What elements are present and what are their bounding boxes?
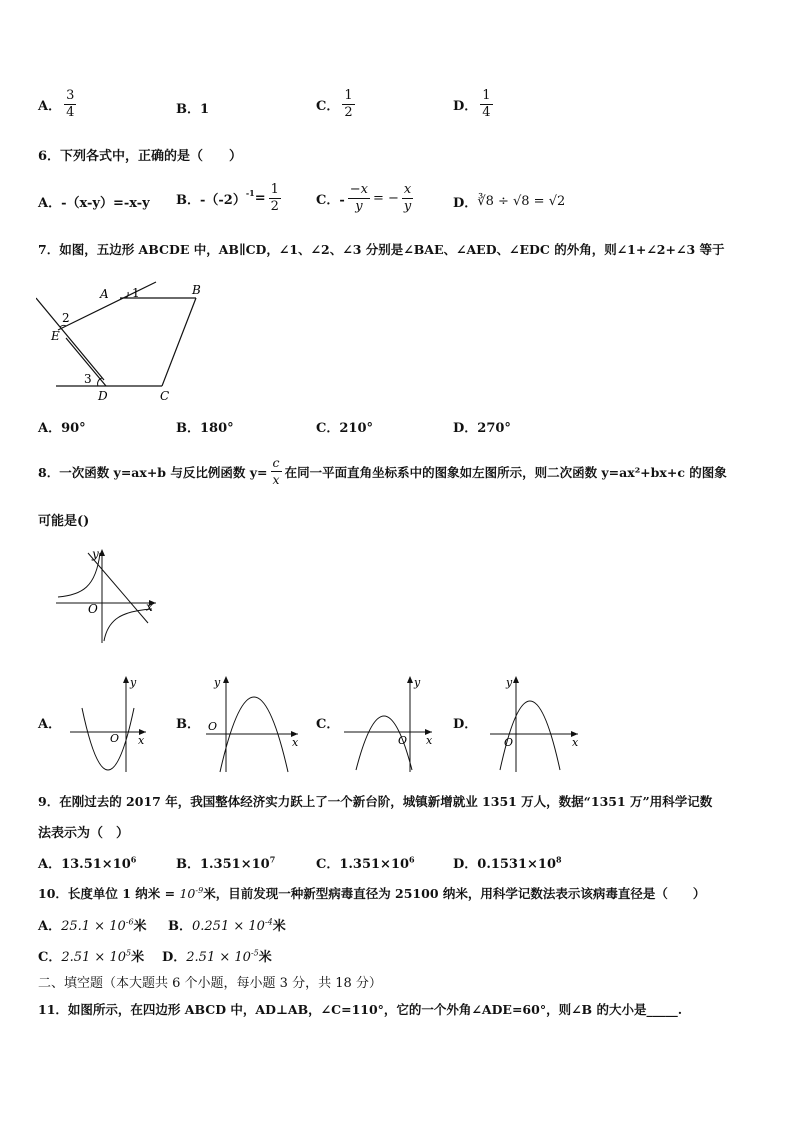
q10-option-b: B．$0.251 \times 10^{-4}$米 [168,917,286,934]
q9-option-a: A．$13.51\times 10^6$ [38,854,137,872]
q10-option-d: D．$2.51 \times 10^{-5}$米 [162,948,272,965]
q8-option-d-label: D． [453,717,478,732]
fraction: $\frac{1}{2}$ [270,182,279,214]
origin-label: O [88,602,98,616]
fraction: $\frac{1}{2}$ [344,88,353,120]
x-axis-label: x [292,736,299,749]
origin-label: O [208,720,218,733]
fraction: $\frac{x}{y}$ [403,182,412,214]
q8-option-c-graph [340,672,436,776]
q8-option-c-label: C． [316,717,340,732]
q8-option-d-graph [486,672,582,776]
fraction: $\frac{1}{4}$ [482,88,491,120]
q7-option-d: D．270° [453,421,511,436]
q8-option-a-graph [66,672,150,776]
x-axis-label: x [572,736,579,749]
origin-label: O [504,736,514,749]
q5-option-a: A． $\frac{3}{4}$ [38,88,75,120]
q11-stem: 11．如图所示，在四边形 ABCD 中，AD⊥AB，∠C=110°，它的一个外角∠ADE=60°，则∠B 的大小是_____. [38,1002,683,1017]
q7-option-c: C．210° [316,421,373,436]
q8-option-a-label: A． [38,717,62,732]
fraction: $\frac{-x}{y}$ [349,182,368,214]
angle-1-label: 1 [132,286,140,300]
q10-stem: 10．长度单位 1 纳米 = $10^{-9}$米，目前发现一种新型病毒直径为 25100 纳米，用科学记数法表示该病毒直径是（ ） [38,885,706,901]
y-axis-label: y [92,547,99,561]
q6-option-d: D． ∛8 ÷ √8 = √2 [453,194,566,211]
q8-stem-line2: 可能是() [38,514,90,529]
q5-option-d: D． $\frac{1}{4}$ [453,88,491,120]
x-axis-label: x [146,600,153,614]
point-d-label: D [98,389,108,403]
q7-option-a: A．90° [38,421,86,436]
point-a-label: A [100,287,109,301]
q6-option-b: B．-（-2） $^{-1}$ = $\frac{1}{2}$ [176,182,279,214]
q9-stem-line2: 法表示为（ ） [38,826,130,841]
origin-label: O [110,732,120,745]
q7-option-b: B．180° [176,421,234,436]
q7-pentagon-figure [36,280,216,405]
y-axis-label: y [414,676,421,689]
fraction: $\frac{c}{x}$ [272,455,280,487]
y-axis-label: y [506,676,513,689]
section-heading: 二、填空题（本大题共 6 个小题，每小题 3 分，共 18 分） [38,976,382,991]
q6-stem: 6．下列各式中，正确的是（ ） [38,149,243,164]
origin-label: O [398,734,408,747]
point-c-label: C [160,389,170,403]
q6-option-a: A．-（x-y）=-x-y [38,196,150,211]
angle-2-label: 2 [62,311,70,325]
q9-option-c: C．$1.351\times 10^6$ [316,854,415,872]
y-axis-label: y [214,676,221,689]
q10-option-c: C．$2.51 \times 10^5$米 [38,948,145,965]
q8-option-b-label: B． [176,717,200,732]
q10-option-a: A．$25.1 \times 10^{-6}$米 [38,917,147,934]
q9-option-b: B．$1.351\times 10^7$ [176,854,276,872]
q8-stem-line1: 8．一次函数 y=ax+b 与反比例函数 y= $\frac{c}{x}$ 在同一平面直角坐标系中的图象如左图所示，则二次函数 y=ax²+bx+c 的图象 [38,455,727,487]
q9-option-d: D．$0.1531\times 10^8$ [453,854,562,872]
q7-stem: 7．如图，五边形 ABCDE 中，AB∥CD，∠1、∠2、∠3 分别是∠BAE、∠AED、∠EDC 的外角，则∠1+∠2+∠3 等于 [38,242,725,257]
q5-option-b: B．1 [176,102,210,117]
point-b-label: B [192,283,201,297]
q8-reference-graph [52,545,160,645]
point-e-label: E [51,329,60,343]
q6-option-c: C．- $\frac{-x}{y}$ = − $\frac{x}{y}$ [316,182,412,214]
angle-3-label: 3 [84,372,92,386]
fraction: $\frac{3}{4}$ [66,88,75,120]
q8-option-b-graph [202,672,302,776]
y-axis-label: y [130,676,137,689]
x-axis-label: x [426,734,433,747]
q5-option-c: C． $\frac{1}{2}$ [316,88,353,120]
q9-stem-line1: 9．在刚过去的 2017 年，我国整体经济实力跃上了一个新台阶，城镇新增就业 1351 万人，数据“1351 万”用科学记数 [38,794,713,809]
x-axis-label: x [138,734,145,747]
